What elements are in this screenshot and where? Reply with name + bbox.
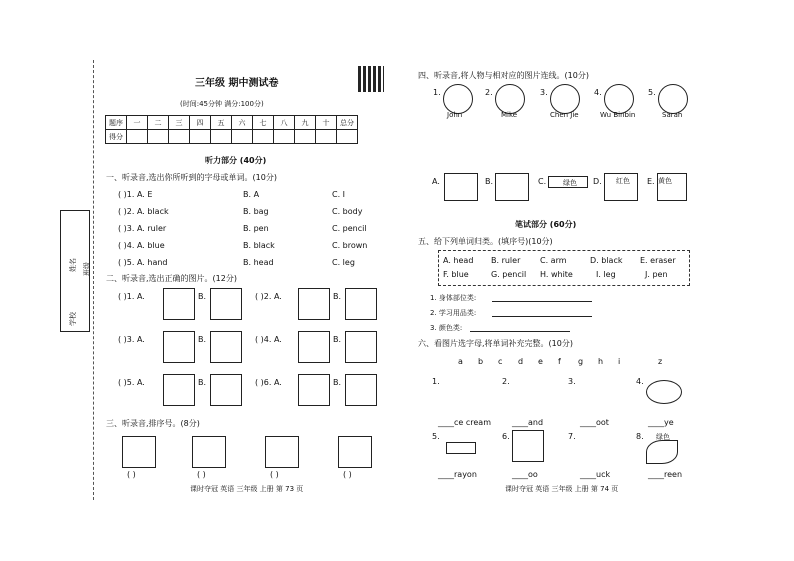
word-blank[interactable]: ____ce cream: [438, 418, 491, 427]
q6-title: 六、看图片选字母,将单词补充完整。(10分): [418, 339, 573, 348]
person-number: 1.: [433, 88, 441, 97]
score-table: 题序 一 二 三 四 五 六 七 八 九 十 总分 得分: [105, 115, 358, 144]
q1-row: C. pencil: [332, 224, 367, 233]
letter-choice: b: [478, 357, 484, 366]
hand-picture: [512, 375, 542, 411]
q1-row: B. black: [243, 241, 275, 250]
leaf-picture: [646, 440, 678, 464]
q1-row: C. leg: [332, 258, 355, 267]
order-blank[interactable]: ( ): [197, 470, 206, 479]
girl-picture: [210, 288, 242, 320]
person-name: Sarah: [662, 111, 683, 119]
binding-line: [93, 60, 94, 500]
q2-label: B.: [333, 378, 342, 387]
school-label: 学校: [69, 312, 77, 326]
q2-label: B.: [198, 335, 207, 344]
object-letter: E.: [647, 177, 655, 186]
q1-row: B. bag: [243, 207, 269, 216]
order-blank[interactable]: ( ): [270, 470, 279, 479]
word-bank-item: F. blue: [443, 270, 469, 279]
word-blank[interactable]: ____oo: [512, 470, 538, 479]
hand-picture: [298, 374, 330, 406]
pencil-box-picture: [298, 331, 330, 363]
letter-choice: i: [618, 357, 621, 366]
word-bank-item: J. pen: [645, 270, 668, 279]
letter-choice: h: [598, 357, 604, 366]
q1-row: B. head: [243, 258, 274, 267]
person-number: 4.: [594, 88, 602, 97]
bag-picture: [345, 331, 377, 363]
item-number: 5.: [432, 432, 440, 441]
kids-picture: [163, 288, 195, 320]
letter-choice: d: [518, 357, 524, 366]
pencil-picture: [163, 374, 195, 406]
q2-label: ( )3. A.: [118, 335, 145, 344]
category-label: 1. 身体部位类:: [430, 294, 477, 302]
item-number: 7.: [568, 432, 576, 441]
order-blank[interactable]: ( ): [343, 470, 352, 479]
answer-line[interactable]: [492, 316, 592, 317]
eraser-picture: [210, 374, 242, 406]
yellow-label: 黄色: [658, 177, 672, 185]
item-number: 2.: [502, 377, 510, 386]
q1-row: ( )3. A. ruler: [118, 224, 167, 233]
letter-choice: e: [538, 357, 543, 366]
object-letter: C.: [538, 177, 547, 186]
word-bank-item: C. arm: [540, 256, 567, 265]
face-picture: [345, 374, 377, 406]
q1-row: C. I: [332, 190, 346, 199]
scene-picture: [265, 436, 299, 468]
qr-code: [358, 66, 384, 92]
q2-label: ( )5. A.: [118, 378, 145, 387]
eye-picture: [646, 380, 682, 404]
q3-title: 三、听录音,排序号。(8分): [106, 419, 200, 428]
item-number: 4.: [636, 377, 644, 386]
exam-title: 三年级 期中测试卷: [195, 78, 279, 89]
letter-choice: z: [658, 357, 663, 366]
word-bank-item: I. leg: [596, 270, 616, 279]
q1-title: 一、听录音,选出你所听到的字母或单词。(10分): [106, 173, 277, 182]
ice-cream-picture: [442, 375, 468, 411]
q1-row: C. brown: [332, 241, 368, 250]
mike-face: [495, 84, 525, 114]
foot-picture: [578, 377, 612, 407]
word-blank[interactable]: ____oot: [580, 418, 609, 427]
word-bank-item: G. pencil: [491, 270, 527, 279]
green-label: 绿色: [563, 179, 577, 187]
q1-row: B. A: [243, 190, 260, 199]
item-number: 8.: [636, 432, 644, 441]
word-bank-item: D. black: [590, 256, 623, 265]
person-name: Wu Binbin: [600, 111, 636, 119]
sarah-face: [658, 84, 688, 114]
word-bank-item: A. head: [443, 256, 474, 265]
duck-picture: [578, 432, 610, 460]
q2-label: ( )4. A.: [255, 335, 282, 344]
listening-header: 听力部分 (40分): [205, 156, 267, 165]
crayon-picture: [446, 442, 476, 454]
object-letter: A.: [432, 177, 440, 186]
q2-label: ( )2. A.: [255, 292, 282, 301]
wu-binbin-face: [604, 84, 634, 114]
q1-row: ( )4. A. blue: [118, 241, 165, 250]
q1-row: ( )1. A. E: [118, 190, 153, 199]
item-number: 1.: [432, 377, 440, 386]
exam-info: (时间:45分钟 满分:100分): [180, 100, 264, 108]
letter-choice: g: [578, 357, 584, 366]
red-label: 红色: [616, 177, 630, 185]
q2-label: B.: [198, 292, 207, 301]
q5-title: 五、给下列单词归类。(填序号)(10分): [418, 237, 553, 246]
word-bank-item: B. ruler: [491, 256, 521, 265]
q2-label: ( )6. A.: [255, 378, 282, 387]
q2-label: B.: [333, 292, 342, 301]
q2-label: ( )1. A.: [118, 292, 145, 301]
class-label: 班级: [83, 262, 91, 276]
q2-title: 二、听录音,选出正确的图片。(12分): [106, 274, 237, 283]
scene-picture: [122, 436, 156, 468]
letter-choice: a: [458, 357, 463, 366]
item-number: 3.: [568, 377, 576, 386]
object-letter: D.: [593, 177, 602, 186]
word-bank-item: H. white: [540, 270, 573, 279]
order-blank[interactable]: ( ): [127, 470, 136, 479]
q1-row: C. body: [332, 207, 363, 216]
q4-title: 四、听录音,将人物与相对应的图片连线。(10分): [418, 71, 589, 80]
word-blank[interactable]: ____ye: [648, 418, 674, 427]
letter-choice: c: [498, 357, 503, 366]
person-number: 3.: [540, 88, 548, 97]
boy-picture: [298, 288, 330, 320]
chen-jie-face: [550, 84, 580, 114]
category-label: 2. 学习用品类:: [430, 309, 477, 317]
person-name: John: [447, 111, 463, 119]
q1-row: ( )2. A. black: [118, 207, 169, 216]
person-name: Chen Jie: [550, 111, 579, 119]
written-header: 笔试部分 (60分): [515, 220, 577, 229]
word-bank-item: E. eraser: [640, 256, 676, 265]
pencil-case-picture: [444, 173, 478, 201]
child-picture: [163, 331, 195, 363]
word-blank[interactable]: ____and: [512, 418, 544, 427]
answer-line[interactable]: [470, 331, 570, 332]
john-face: [443, 84, 473, 114]
letter-choice: f: [558, 357, 561, 366]
person-number: 2.: [485, 88, 493, 97]
word-blank[interactable]: ____reen: [648, 470, 683, 479]
right-footer: 课时夺冠 英语 三年级 上册 第 74 页: [505, 485, 619, 493]
word-blank[interactable]: ____rayon: [438, 470, 477, 479]
item-number: 6.: [502, 432, 510, 441]
left-footer: 课时夺冠 英语 三年级 上册 第 73 页: [190, 485, 304, 493]
person-number: 5.: [648, 88, 656, 97]
answer-line[interactable]: [492, 301, 592, 302]
category-label: 3. 颜色类:: [430, 324, 463, 332]
q1-row: B. pen: [243, 224, 269, 233]
eraser-picture: [495, 173, 529, 201]
green-label: 绿色: [656, 433, 670, 441]
word-blank[interactable]: ____uck: [580, 470, 611, 479]
object-letter: B.: [485, 177, 494, 186]
boy-picture: [345, 288, 377, 320]
scene-picture: [338, 436, 372, 468]
name-label: 姓名: [69, 258, 77, 272]
zoo-picture: [512, 430, 544, 462]
person-name: Mike: [501, 111, 518, 119]
scene-picture: [192, 436, 226, 468]
q1-row: ( )5. A. hand: [118, 258, 168, 267]
q2-label: B.: [198, 378, 207, 387]
child-picture: [210, 331, 242, 363]
q2-label: B.: [333, 335, 342, 344]
